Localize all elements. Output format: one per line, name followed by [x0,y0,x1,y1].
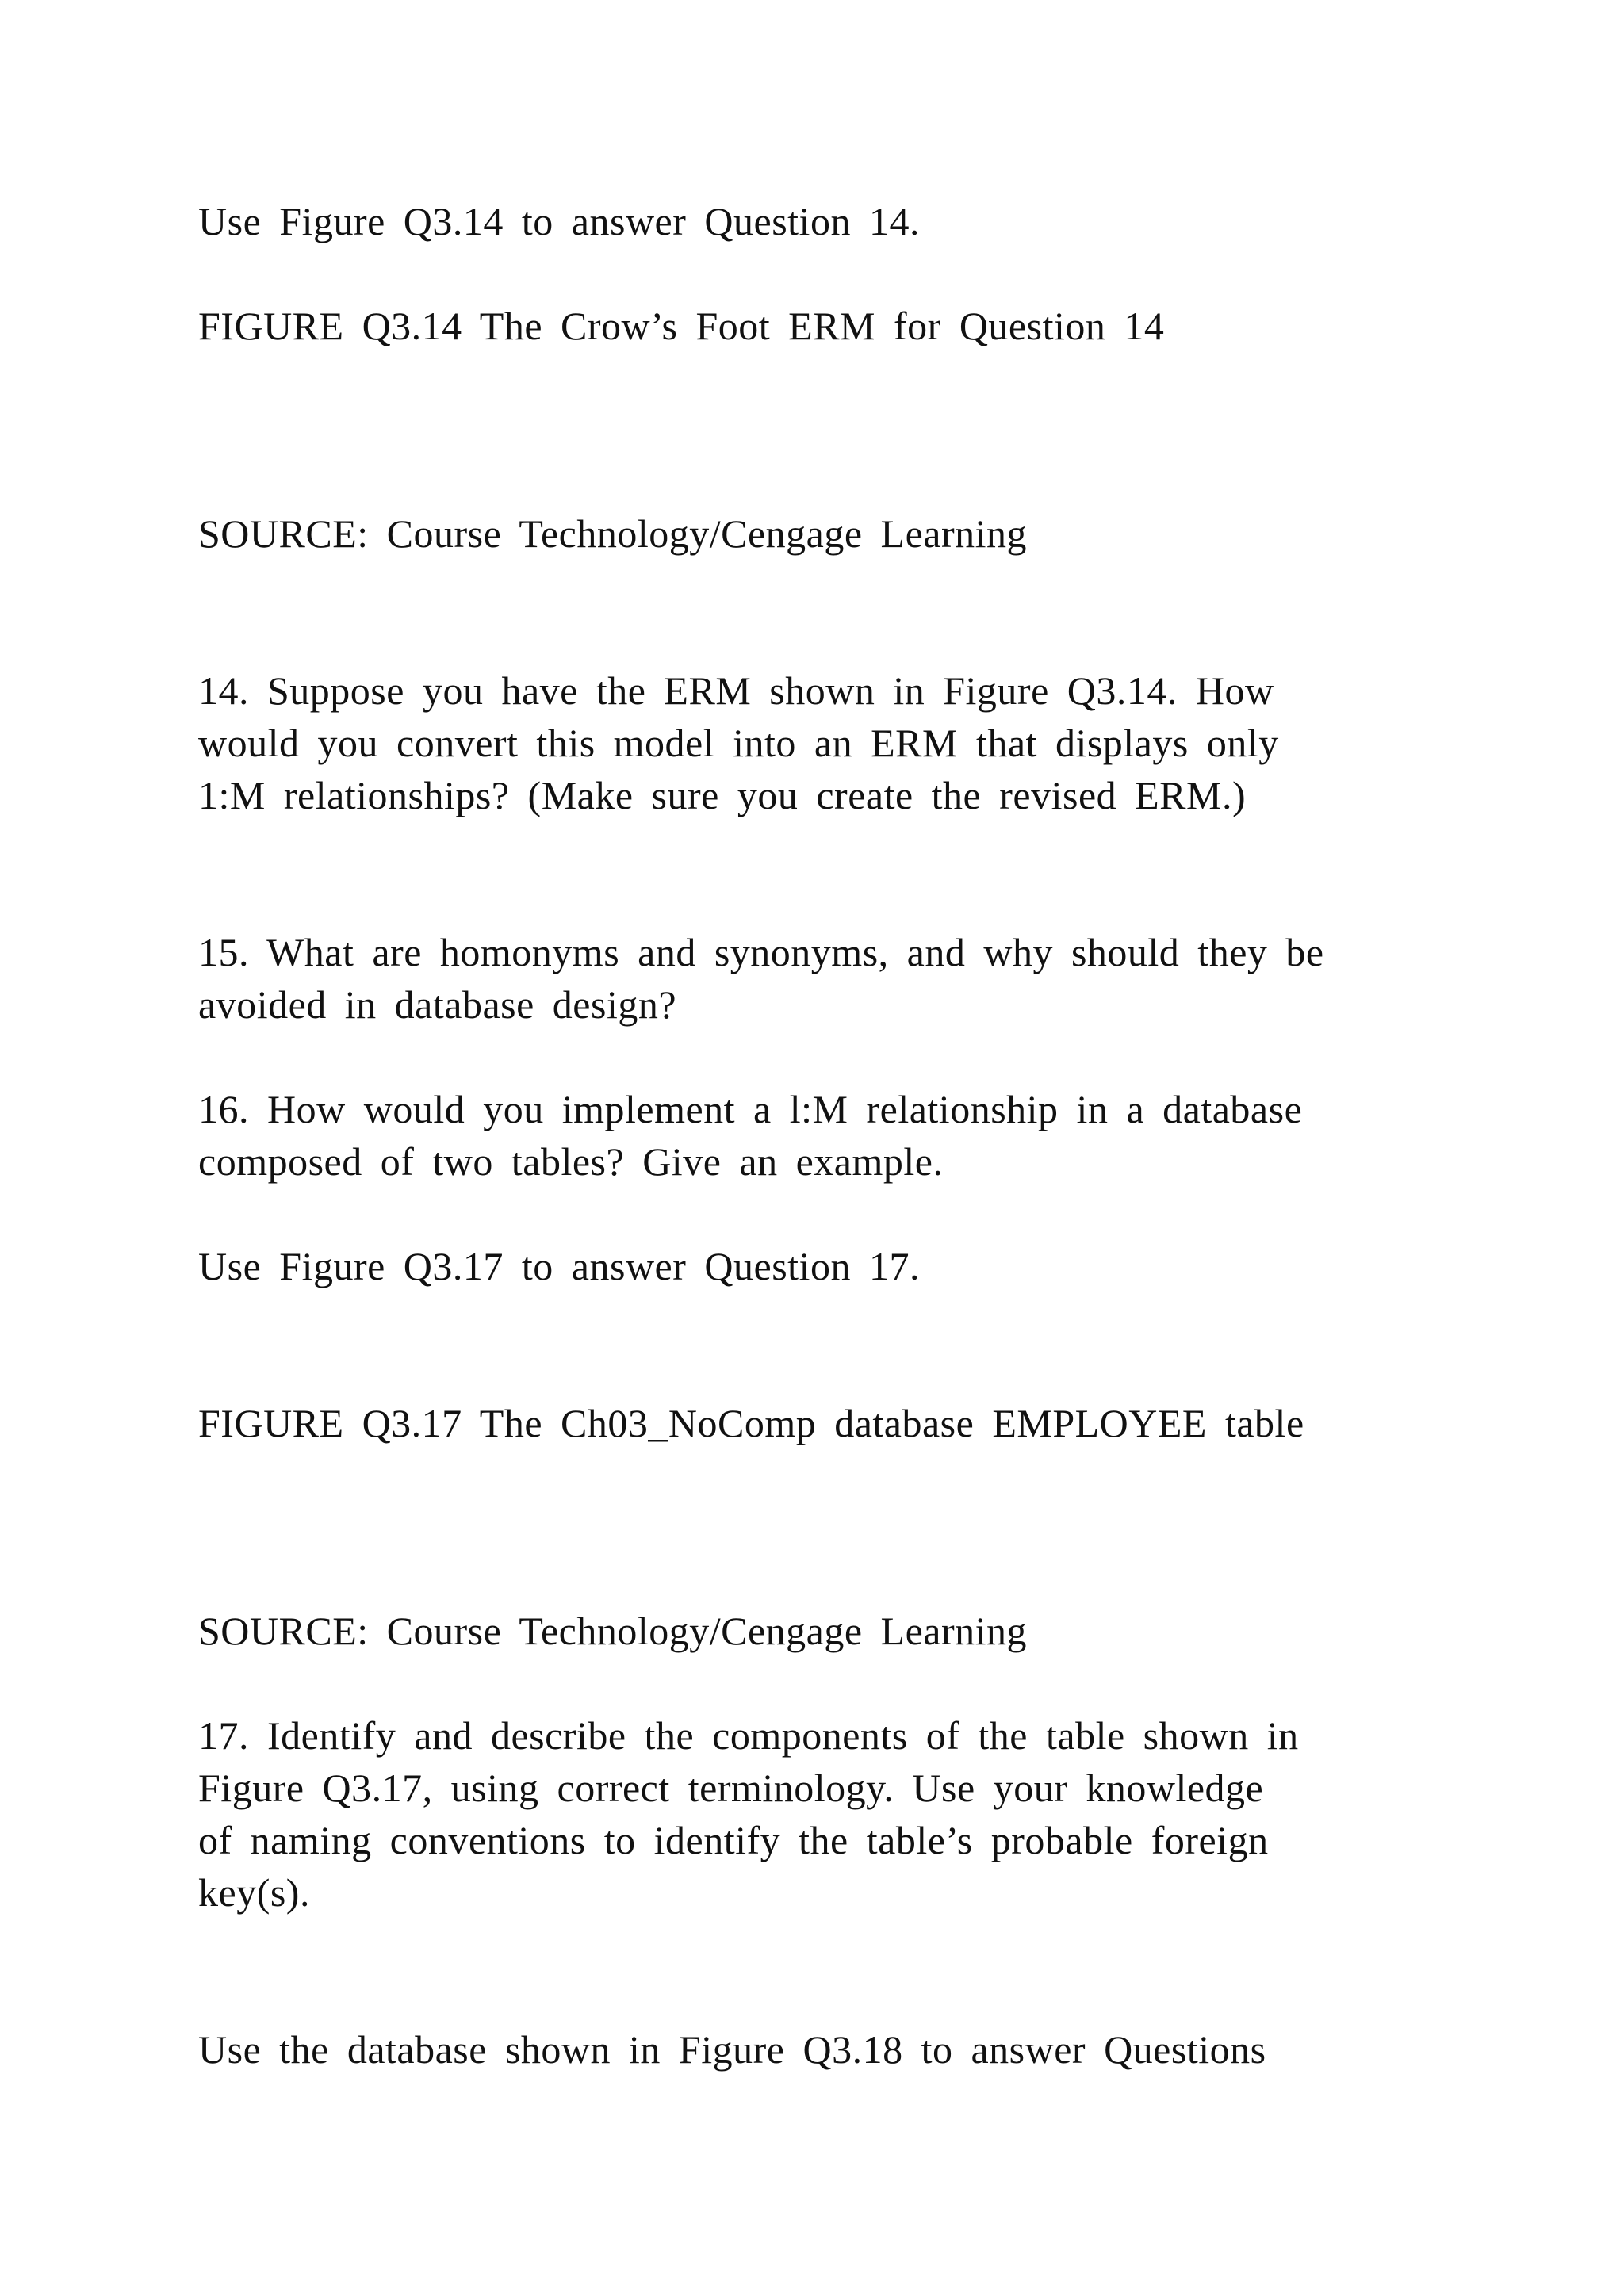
text-line: SOURCE: Course Technology/Cengage Learning [198,511,1028,556]
text-line: SOURCE: Course Technology/Cengage Learning [198,1609,1028,1653]
text-line: Figure Q3.17, using correct terminology. Use your knowledge [198,1766,1264,1810]
text-line: 15. What are homonyms and synonyms, and why should they be [198,930,1324,974]
question-14 [198,664,1499,821]
text-line: FIGURE Q3.17 The Ch03_NoComp database EMPLOYEE table [198,1401,1304,1445]
question-17 [198,1709,1499,1919]
question-16 [198,1083,1499,1188]
text-line: would you convert this model into an ERM that displays only [198,721,1279,765]
text-line: Use Figure Q3.17 to answer Question 17. [198,1244,920,1288]
text-line: Use Figure Q3.14 to answer Question 14. [198,199,920,243]
text-line: Use the database shown in Figure Q3.18 to answer Questions [198,2027,1266,2072]
text-line: 17. Identify and describe the components of the table shown in [198,1713,1299,1758]
text-line: FIGURE Q3.14 The Crow’s Foot ERM for Question 14 [198,304,1165,348]
figure-q3-17-caption [198,1397,1499,1449]
text-line: avoided in database design? [198,982,677,1027]
text-line: of naming conventions to identify the table’s probable foreign [198,1818,1269,1862]
instruction-use-figure-q3-17 [198,1240,1499,1292]
text-line: 16. How would you implement a l:M relationship in a database [198,1087,1303,1131]
instruction-use-figure-q3-14 [198,195,1499,247]
text-line: key(s). [198,1870,310,1915]
text-line: 1:M relationships? (Make sure you create the revised ERM.) [198,773,1247,817]
text-line: 14. Suppose you have the ERM shown in Figure Q3.14. How [198,668,1274,713]
source-credit-2 [198,1605,1499,1657]
source-credit-1 [198,507,1499,560]
text-line: composed of two tables? Give an example. [198,1139,944,1184]
figure-q3-14-caption [198,300,1499,352]
instruction-use-figure-q3-18 [198,2023,1499,2076]
question-15 [198,926,1499,1031]
